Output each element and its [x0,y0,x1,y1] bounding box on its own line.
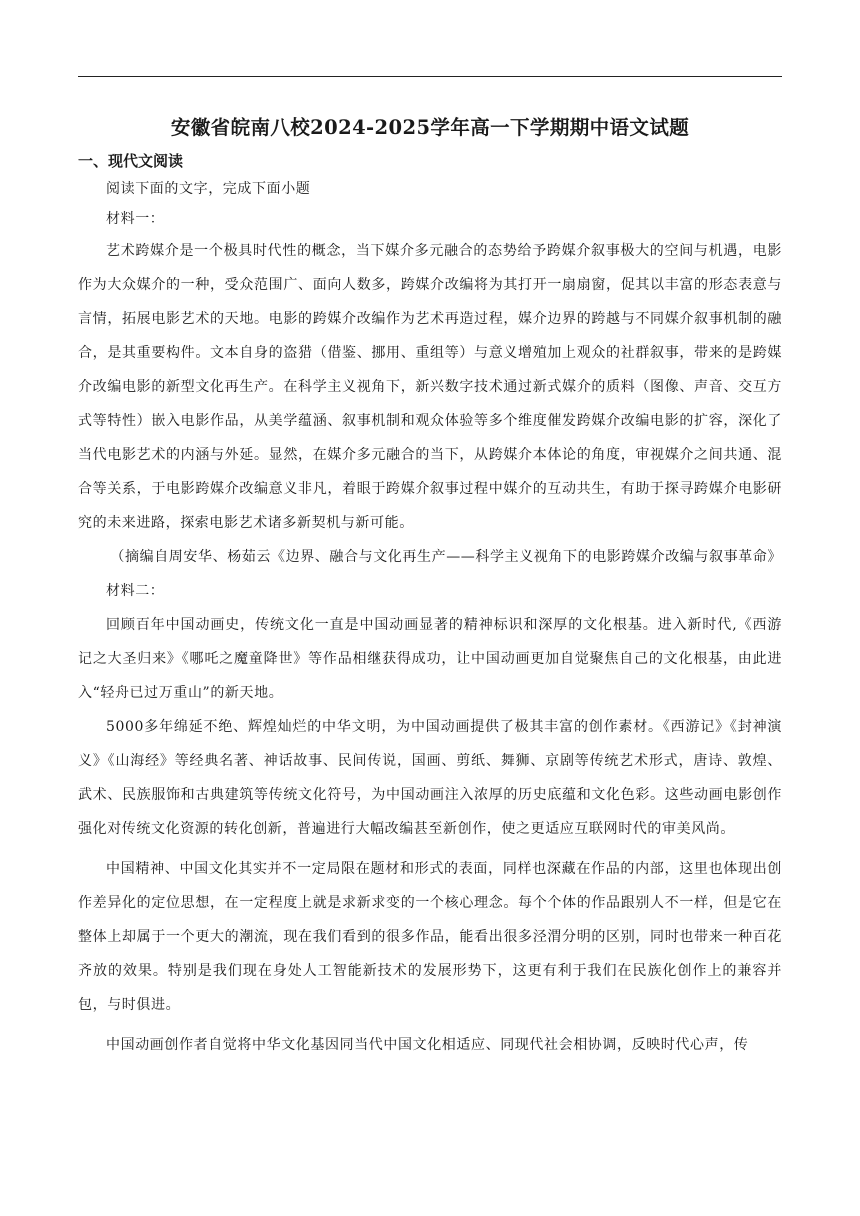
material2-paragraph-3: 中国精神、中国文化其实并不一定局限在题材和形式的表面，同样也深藏在作品的内部，这里也体现出创作差异化的定位思想，在一定程度上就是求新求变的一个核心理念。每个个体的作品跟别人不一样，但是它在整体上却属于一个更大的潮流，现在我们看到的很多作品，能看出很多泾渭分明的区别，同时也带来一种百花齐放的效果。特别是我们现在身处人工智能新技术的发展形势下，这更有利于我们在民族化创作上的兼容并包，与时俱进。 [78,861,782,1013]
material2-paragraph-4: 中国动画创作者自觉将中华文化基因同当代中国文化相适应、同现代社会相协调，反映时代心声，传 [106,1037,749,1053]
document-title: 安徽省皖南八校2024-2025学年高一下学期期中语文试题 [170,116,690,139]
material1-paragraph: 艺术跨媒介是一个极具时代性的概念，当下媒介多元融合的态势给予跨媒介叙事极大的空间与机遇，电影作为大众媒介的一种，受众范围广、面向人数多，跨媒介改编将为其打开一扇扇窗，促其以丰富的形态表意与言情，拓展电影艺术的天地。电影的跨媒介改编作为艺术再造过程，媒介边界的跨越与不同媒介叙事机制的融合，是其重要构件。文本自身的盗猎（借鉴、挪用、重组等）与意义增殖加上观众的社群叙事，带来的是跨媒介改编电影的新型文化再生产。在科学主义视角下，新兴数字技术通过新式媒介的质料（图像、声音、交互方式等特性）嵌入电影作品，从美学蕴涵、叙事机制和观众体验等多个维度催发跨媒介改编电影的扩容，深化了当代电影艺术的内涵与外延。显然，在媒介多元融合的当下，从跨媒介本体论的角度，审视媒介之间共通、混合等关系，于电影跨媒介改编意义非凡，着眼于跨媒介叙事过程中媒介的互动共生，有助于探寻跨媒介电影研究的未来进路，探索电影艺术诸多新契机与新可能。 [78,243,782,531]
instruction-text: 阅读下面的文字，完成下面小题 [106,181,311,197]
section-heading: 一、现代文阅读 [78,152,184,170]
material1-citation: （摘编自周安华、杨茹云《边界、融合与文化再生产——科学主义视角下的电影跨媒介改编与叙事革命》 [110,549,782,565]
material2-paragraph-1: 回顾百年中国动画史，传统文化一直是中国动画显著的精神标识和深厚的文化根基。进入新时代,《西游记之大圣归来》《哪吒之魔童降世》等作品相继获得成功，让中国动画更加自觉聚焦自己的文化根基，由此进入“轻舟已过万重山”的新天地。 [78,617,782,701]
material2-label: 材料二： [106,583,165,599]
material1-label: 材料一： [106,211,165,227]
material2-paragraph-2: 5000多年绵延不绝、辉煌灿烂的中华文明，为中国动画提供了极其丰富的创作素材。《西游记》《封神演义》《山海经》等经典名著、神话故事、民间传说，国画、剪纸、舞狮、京剧等传统艺术形式，唐诗、敦煌、武术、民族服饰和古典建筑等传统文化符号，为中国动画注入浓厚的历史底蕴和文化色彩。这些动画电影创作强化对传统文化资源的转化创新，普遍进行大幅改编甚至新创作，使之更适应互联网时代的审美风尚。 [78,719,782,837]
document-body [78,110,782,1062]
header-rule [78,76,782,77]
